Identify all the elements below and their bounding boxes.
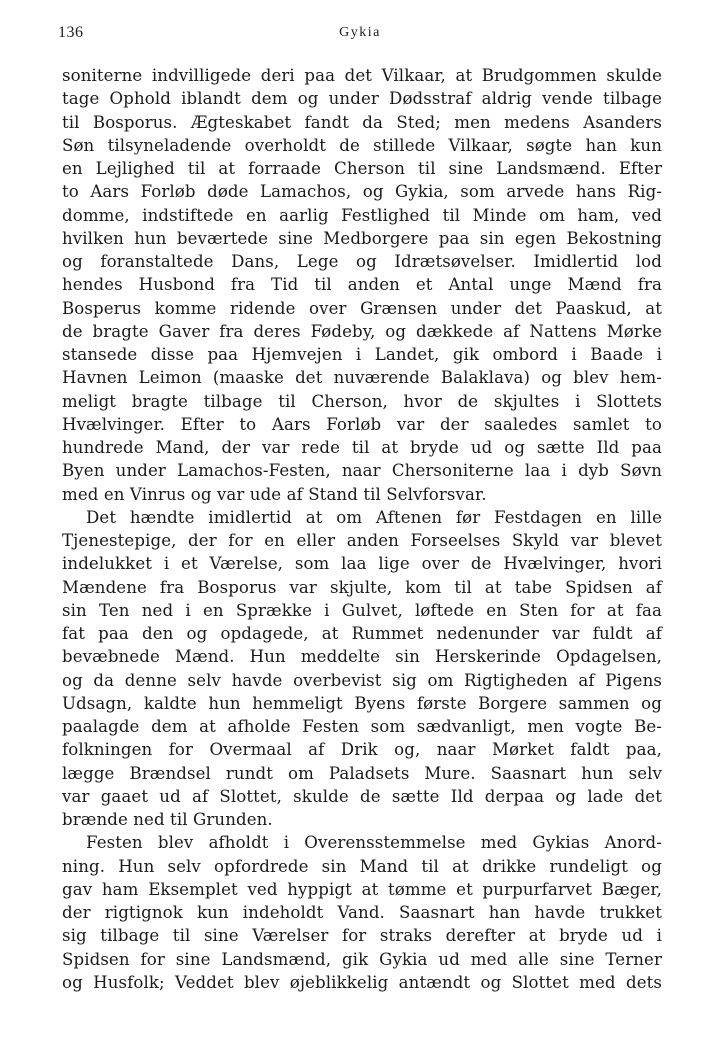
text-line: hvilken hun beværtede sine Medborgere paa sin egen Bekostning	[62, 228, 662, 248]
text-line: paalagde dem at afholde Festen som sædvanligt, men vogte Be-	[62, 717, 662, 736]
text-line: tage Ophold iblandt dem og under Dødsstraf aldrig vende tilbage	[62, 89, 662, 109]
text-line: der rigtignok kun indeholdt Vand. Saasnart han havde trukket	[62, 903, 662, 922]
text-line: hendes Husbond fra Tid til anden et Antal unge Mænd fra	[62, 275, 662, 295]
text-line: folkningen for Overmaal af Drik og, naar Mørket faldt paa,	[62, 740, 662, 760]
text-line: sin Ten ned i en Sprække i Gulvet, løftede en Sten for at faa	[62, 600, 662, 620]
text-line: Hvælvinger. Efter to Aars Forløb var der saaledes samlet to	[62, 414, 662, 434]
text-line: Udsagn, kaldte hun hemmeligt Byens første Borgere sammen og	[62, 693, 662, 713]
text-line: og foranstaltede Dans, Lege og Idrætsøvelser. Imidlertid lod	[62, 252, 662, 271]
text-line: var gaaet ud af Slottet, skulde de sætte Ild derpaa og lade det	[62, 786, 662, 806]
text-line: gav ham Eksemplet ved hyppigt at tømme et purpurfarvet Bæger,	[62, 879, 662, 899]
text-line: sig tilbage til sine Værelser for straks derefter at bryde ud i	[62, 926, 662, 946]
text-line: Havnen Leimon (maaske det nuværende Balaklava) og blev hem-	[62, 368, 662, 388]
text-line: hundrede Mand, der var rede til at bryde ud og sætte Ild paa	[62, 438, 662, 457]
paragraph	[62, 64, 662, 506]
text-line: to Aars Forløb døde Lamachos, og Gykia, som arvede hans Rig-	[62, 182, 662, 202]
text-line: brænde ned til Grunden.	[62, 810, 273, 829]
text-line: en Lejlighed til at forraade Cherson til sine Landsmænd. Efter	[62, 159, 662, 178]
text-line: og da denne selv havde overbevist sig om Rigtigheden af Pigens	[62, 670, 662, 690]
text-line: Bosperus komme ridende over Grænsen under det Paaskud, at	[62, 298, 662, 318]
text-line: Byen under Lamachos-Festen, naar Chersoniterne laa i dyb Søvn	[62, 461, 662, 481]
text-line: domme, indstiftede en aarlig Festlighed til Minde om ham, ved	[62, 205, 662, 225]
text-line: stansede disse paa Hjemvejen i Landet, gik ombord i Baade i	[62, 345, 662, 364]
text-line: Festen blev afholdt i Overensstemmelse med Gykias Anord-	[86, 833, 662, 853]
page-header	[58, 24, 662, 46]
text-line: Det hændte imidlertid at om Aftenen før Festdagen en lille	[86, 507, 662, 527]
text-line: meligt bragte tilbage til Cherson, hvor de skjultes i Slottets	[62, 391, 662, 411]
text-line: Mændene fra Bosporus var skjulte, kom til at tabe Spidsen af	[62, 577, 662, 597]
text-line: soniterne indvilligede deri paa det Vilkaar, at Brudgommen skulde	[62, 66, 662, 85]
text-line: lægge Brændsel rundt om Paladsets Mure. Saasnart hun selv	[62, 763, 662, 783]
text-line: fat paa den og opdagede, at Rummet nedenunder var fuldt af	[62, 624, 662, 643]
text-line: Søn tilsyneladende overholdt de stillede Vilkaar, søgte han kun	[62, 135, 662, 155]
text-line: ning. Hun selv opfordrede sin Mand til at drikke rundeligt og	[62, 856, 662, 876]
paragraph	[62, 831, 662, 994]
text-line: til Bosporus. Ægteskabet fandt da Sted; men medens Asanders	[62, 112, 662, 132]
paragraph	[62, 506, 662, 832]
body-text	[62, 64, 662, 994]
text-line: Spidsen for sine Landsmænd, gik Gykia ud med alle sine Terner	[62, 949, 662, 969]
page-number: 136	[58, 24, 84, 41]
running-head: Gykia	[339, 25, 381, 40]
text-line: med en Vinrus og var ude af Stand til Selvforsvar.	[62, 484, 487, 504]
text-line: de bragte Gaver fra deres Fødeby, og dækkede af Nattens Mørke	[62, 321, 662, 341]
text-line: indelukket i et Værelse, som laa lige over de Hvælvinger, hvori	[62, 554, 662, 574]
text-line: Tjenestepige, der for en eller anden Forseelses Skyld var blevet	[62, 531, 662, 550]
text-line: og Husfolk; Veddet blev øjeblikkelig antændt og Slottet med dets	[62, 972, 662, 992]
text-line: bevæbnede Mænd. Hun meddelte sin Herskerinde Opdagelsen,	[62, 647, 662, 667]
